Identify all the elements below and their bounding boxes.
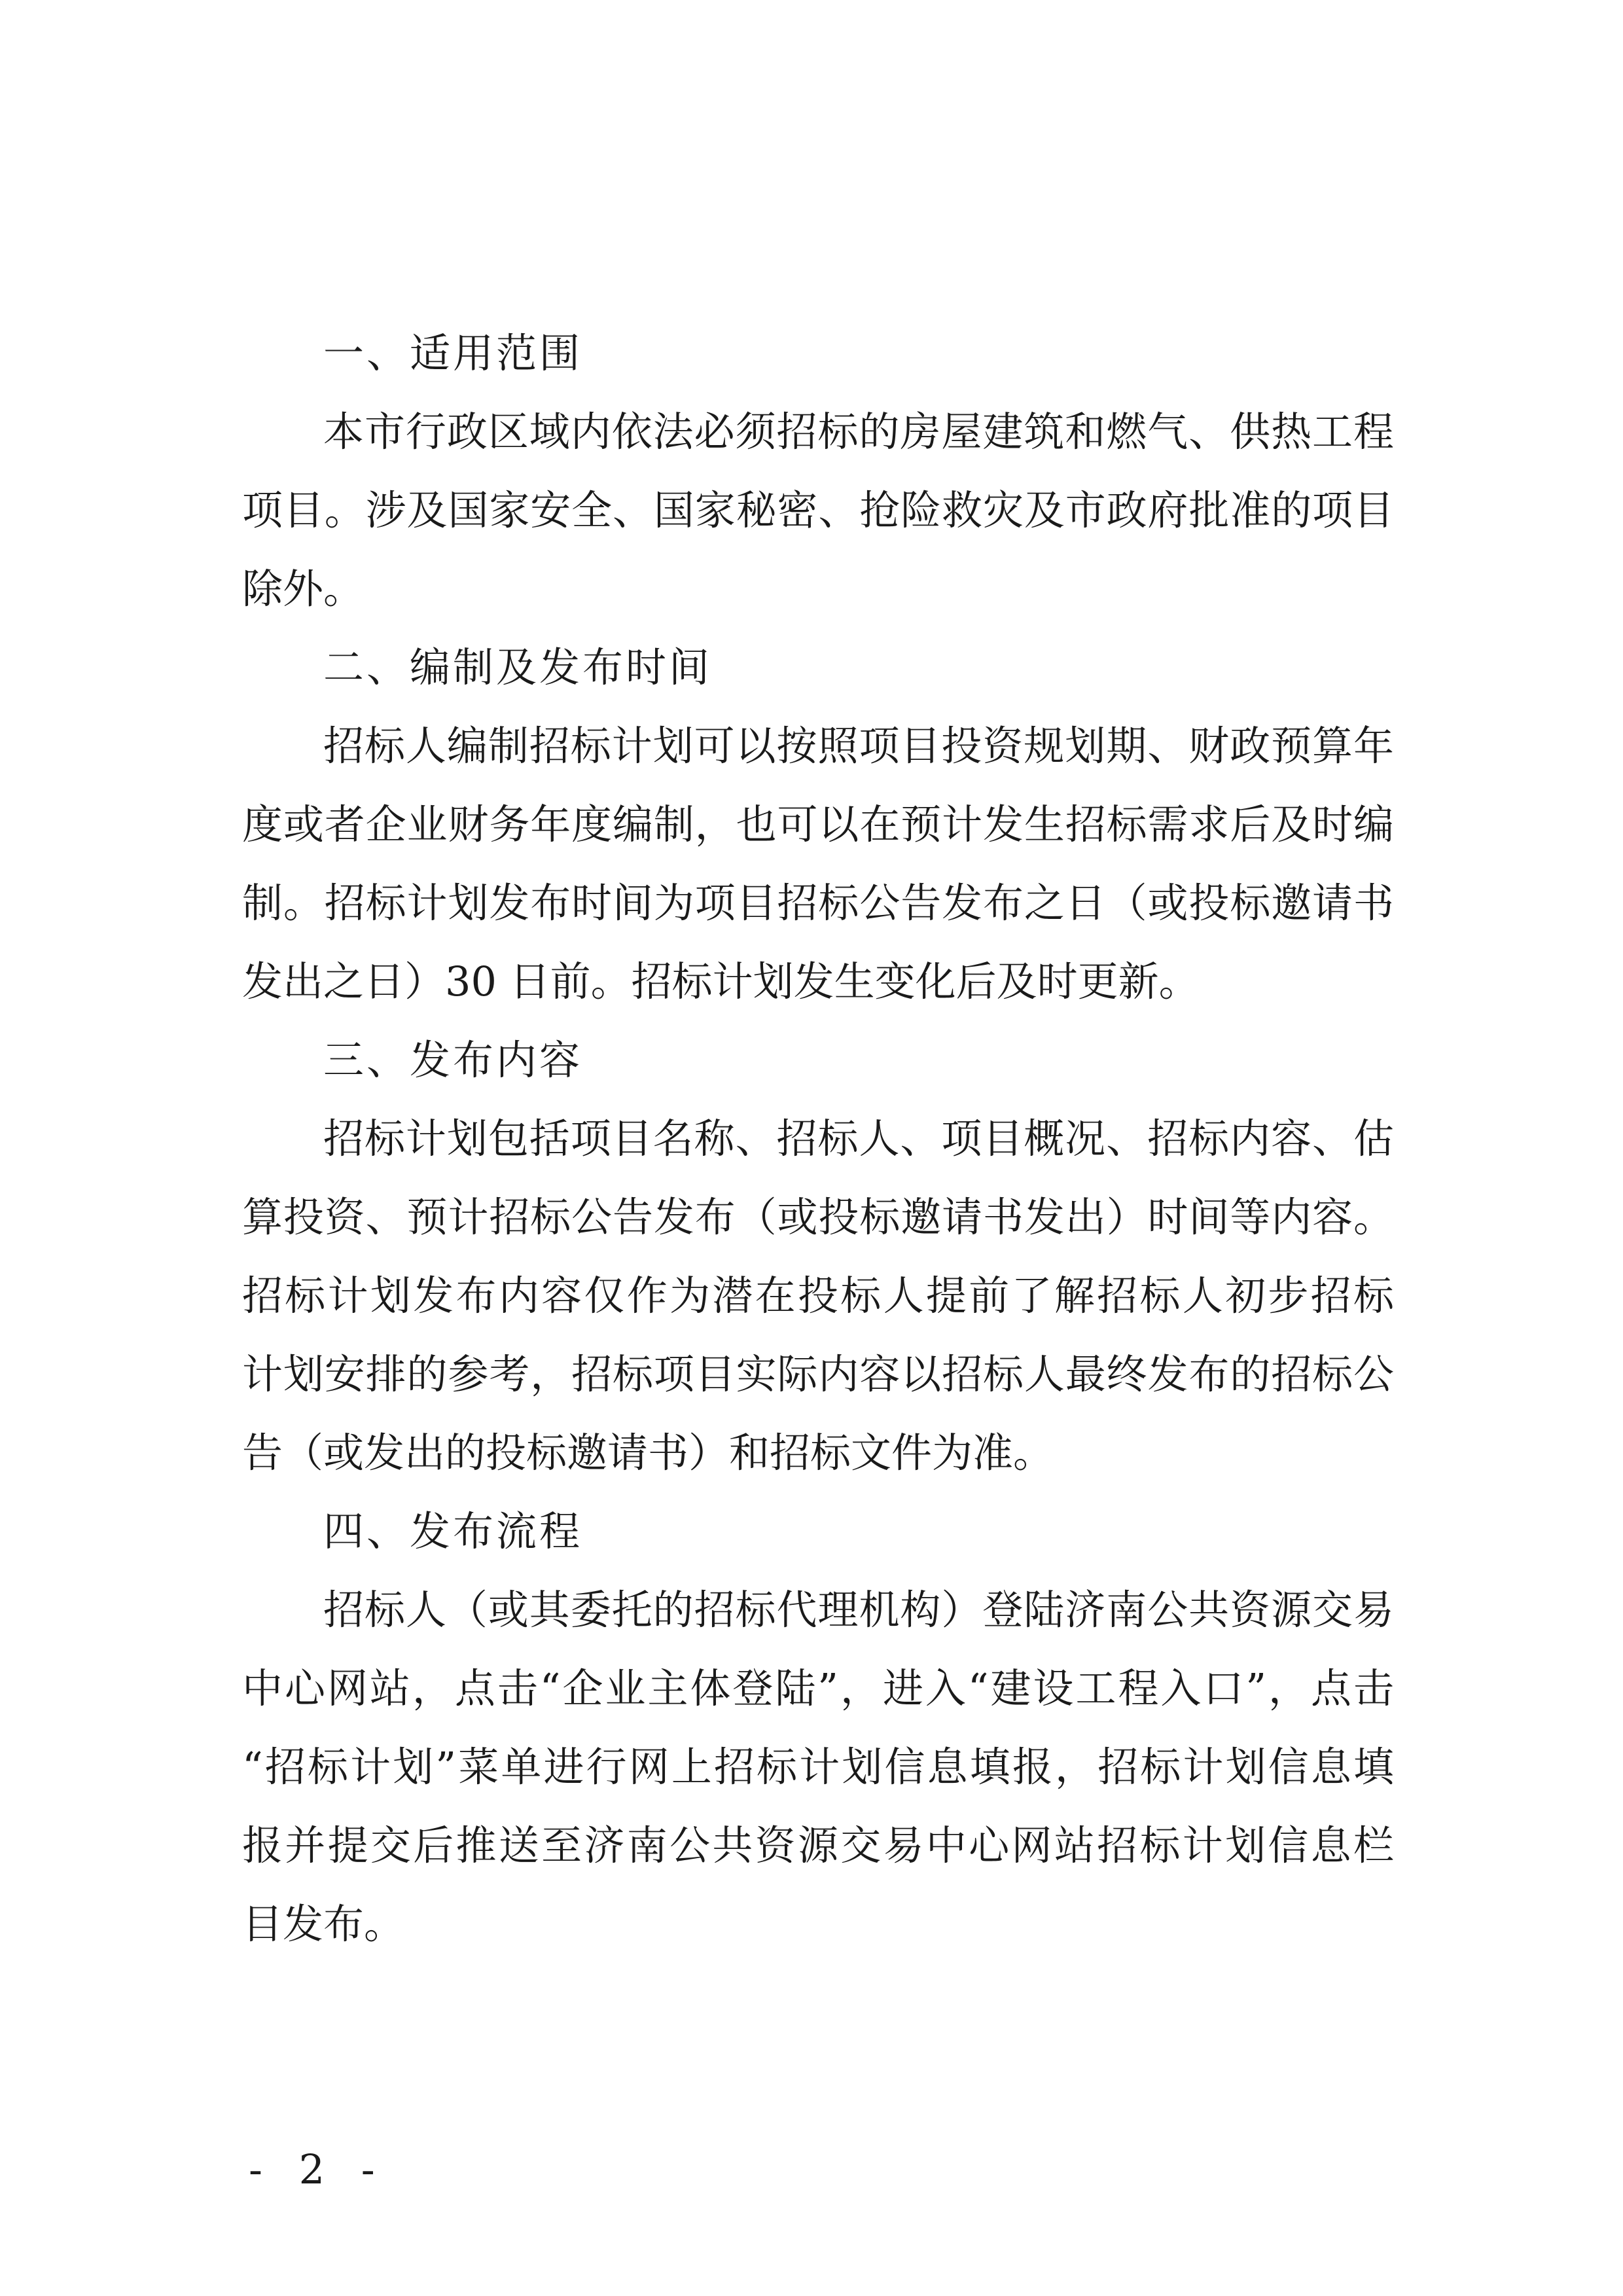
section-heading-process: 四、发布流程 xyxy=(323,1507,583,1555)
paragraph-line: 招标计划发布内容仅作为潜在投标人提前了解招标人初步招标 xyxy=(242,1272,1394,1319)
paragraph-line: 告（或发出的投标邀请书）和招标文件为准。 xyxy=(242,1429,1054,1477)
paragraph-line: 计划安排的参考，招标项目实际内容以招标人最终发布的招标公 xyxy=(242,1350,1394,1398)
paragraph-line: 项目。涉及国家安全、国家秘密、抢险救灾及市政府批准的项目 xyxy=(242,486,1394,534)
paragraph-line: 度或者企业财务年度编制，也可以在预计发生招标需求后及时编 xyxy=(242,800,1394,848)
section-heading-content: 三、发布内容 xyxy=(323,1036,583,1084)
paragraph-line: 目发布。 xyxy=(242,1900,405,1948)
paragraph-line: 中心网站，点击“企业主体登陆”，进入“建设工程入口”，点击 xyxy=(242,1664,1394,1712)
page-number: - 2 - xyxy=(249,2145,387,2193)
paragraph-line: 除外。 xyxy=(242,565,365,613)
paragraph-line: 招标人（或其委托的招标代理机构）登陆济南公共资源交易 xyxy=(323,1586,1394,1634)
paragraph-line: 招标计划包括项目名称、招标人、项目概况、招标内容、估 xyxy=(323,1115,1394,1162)
paragraph-line: “招标计划”菜单进行网上招标计划信息填报，招标计划信息填 xyxy=(242,1743,1394,1791)
paragraph-line: 发出之日）30 日前。招标计划发生变化后及时更新。 xyxy=(242,958,1200,1005)
paragraph-line: 报并提交后推送至济南公共资源交易中心网站招标计划信息栏 xyxy=(242,1821,1394,1869)
paragraph-line: 制。招标计划发布时间为项目招标公告发布之日（或投标邀请书 xyxy=(242,879,1394,927)
paragraph-line: 算投资、预计招标公告发布（或投标邀请书发出）时间等内容。 xyxy=(242,1193,1394,1241)
paragraph-line: 本市行政区域内依法必须招标的房屋建筑和燃气、供热工程 xyxy=(323,408,1394,456)
section-heading-timing: 二、编制及发布时间 xyxy=(323,643,713,691)
section-heading-scope: 一、适用范围 xyxy=(323,329,583,377)
paragraph-line: 招标人编制招标计划可以按照项目投资规划期、财政预算年 xyxy=(323,722,1394,770)
